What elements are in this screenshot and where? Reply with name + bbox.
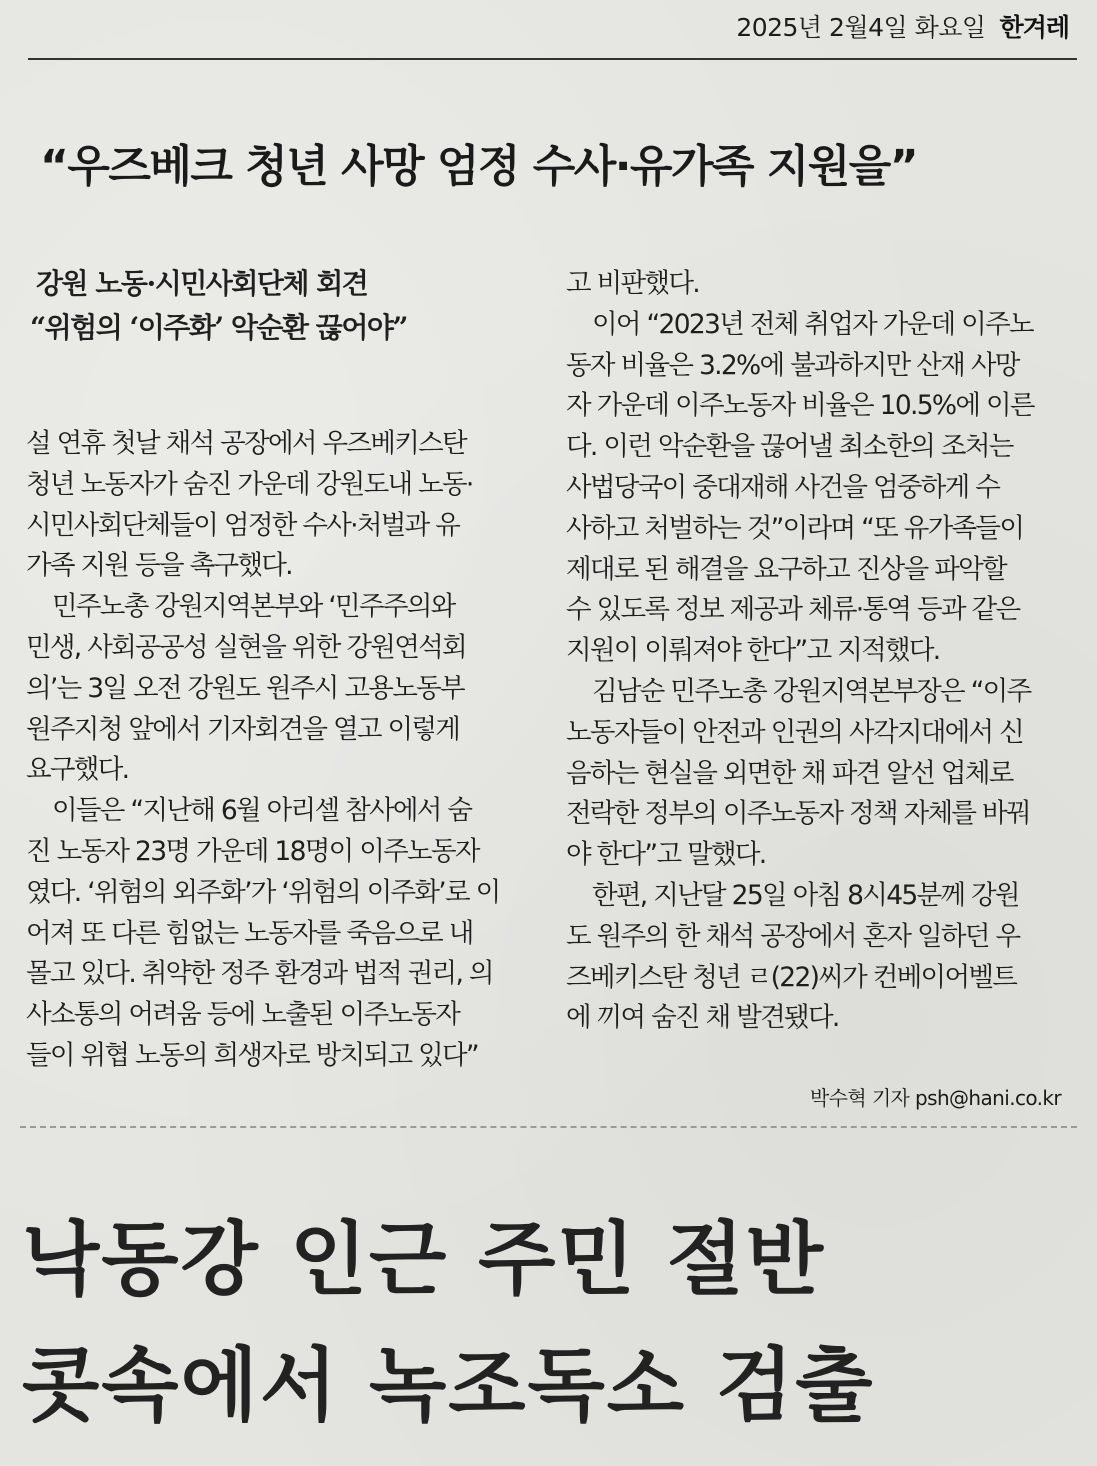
newspaper-logo: 한겨레 <box>999 13 1069 42</box>
article-headline: “우즈베크 청년 사망 엄정 수사·유가족 지원을” <box>40 141 918 192</box>
masthead <box>736 8 1069 44</box>
body-line: 가족 지원 등을 촉구했다. <box>26 550 292 582</box>
body-line: 사하고 처벌하는 것”이라며 “또 유가족들이 <box>566 512 1024 544</box>
body-line: 전락한 정부의 이주노동자 정책 자체를 바꿔 <box>566 798 1030 830</box>
next-article-headline <box>22 1196 1082 1448</box>
body-line: 음하는 현실을 외면한 채 파견 알선 업체로 <box>566 757 1013 789</box>
body-line: 수 있도록 정보 제공과 체류·통역 등과 같은 <box>566 594 1020 626</box>
body-line: 였다. ‘위험의 외주화’가 ‘위험의 이주화’로 이 <box>26 876 500 908</box>
body-line: 민주노총 강원지역본부와 ‘민주주의와 <box>52 591 455 623</box>
body-line: 즈베키스탄 청년 ㄹ(22)씨가 컨베이어벨트 <box>566 961 1017 993</box>
body-line: 고 비판했다. <box>566 268 699 299</box>
body-line: 한편, 지난달 25일 아침 8시45분께 강원 <box>592 879 1019 911</box>
body-line: 다. 이런 악순환을 끊어낼 최소한의 조처는 <box>566 431 1013 463</box>
next-headline-line-2: 콧속에서 녹조독소 검출 <box>22 1338 875 1432</box>
body-line: 원주지청 앞에서 기자회견을 열고 이렇게 <box>26 713 460 745</box>
body-line: 에 끼여 숨진 채 발견됐다. <box>566 1002 839 1034</box>
article-subheads <box>30 262 530 350</box>
body-line: 김남순 민주노총 강원지역본부장은 “이주 <box>592 675 1031 707</box>
body-line: 어져 또 다른 힘없는 노동자를 죽음으로 내 <box>26 917 473 949</box>
article-column-right <box>566 264 1074 1039</box>
body-line: 들이 위협 노동의 희생자로 방치되고 있다” <box>26 1039 478 1071</box>
body-line: 이들은 “지난해 6월 아리셀 참사에서 숨 <box>52 795 472 827</box>
article-column-left <box>26 424 530 1077</box>
issue-date: 2025년 2월4일 화요일 <box>736 13 986 42</box>
body-line: 몰고 있다. 취약한 정주 환경과 법적 권리, 의 <box>26 958 493 990</box>
body-line: 사법당국이 중대재해 사건을 엄중하게 수 <box>566 471 1000 503</box>
body-line: 지원이 이뤄져야 한다”고 지적했다. <box>566 635 940 667</box>
byline: 박수혁 기자 psh@hani.co.kr <box>809 1086 1061 1110</box>
body-line: 시민사회단체들이 엄정한 수사·처벌과 유 <box>26 509 460 541</box>
article-divider <box>20 1126 1077 1128</box>
body-line: 사소통의 어려움 등에 노출된 이주노동자 <box>26 999 460 1031</box>
body-line: 진 노동자 23명 가운데 18명이 이주노동자 <box>26 835 479 867</box>
body-line: 제대로 된 해결을 요구하고 진상을 파악할 <box>566 553 1006 585</box>
body-line: 자 가운데 이주노동자 비율은 10.5%에 이른 <box>566 390 1034 422</box>
body-line: 설 연휴 첫날 채석 공장에서 우즈베키스탄 <box>26 428 466 459</box>
next-headline-line-1: 낙동강 인근 주민 절반 <box>22 1212 826 1306</box>
body-line: 의’는 3일 오전 강원도 원주시 고용노동부 <box>26 672 464 704</box>
body-line: 야 한다”고 말했다. <box>566 839 766 871</box>
body-line: 노동자들이 안전과 인권의 사각지대에서 신 <box>566 716 1024 748</box>
subhead-1: 강원 노동·시민사회단체 회견 <box>36 267 368 300</box>
body-line: 요구했다. <box>26 754 129 786</box>
body-line: 민생, 사회공공성 실현을 위한 강원연석회 <box>26 631 466 663</box>
body-line: 도 원주의 한 채석 공장에서 혼자 일하던 우 <box>566 920 1020 952</box>
body-line: 이어 “2023년 전체 취업자 가운데 이주노 <box>592 308 1033 340</box>
subhead-2: “위험의 ‘이주화’ 악순환 끊어야” <box>30 311 408 344</box>
top-rule <box>28 58 1077 60</box>
body-line: 청년 노동자가 숨진 가운데 강원도내 노동· <box>26 468 473 500</box>
body-line: 동자 비율은 3.2%에 불과하지만 산재 사망 <box>566 349 1019 381</box>
